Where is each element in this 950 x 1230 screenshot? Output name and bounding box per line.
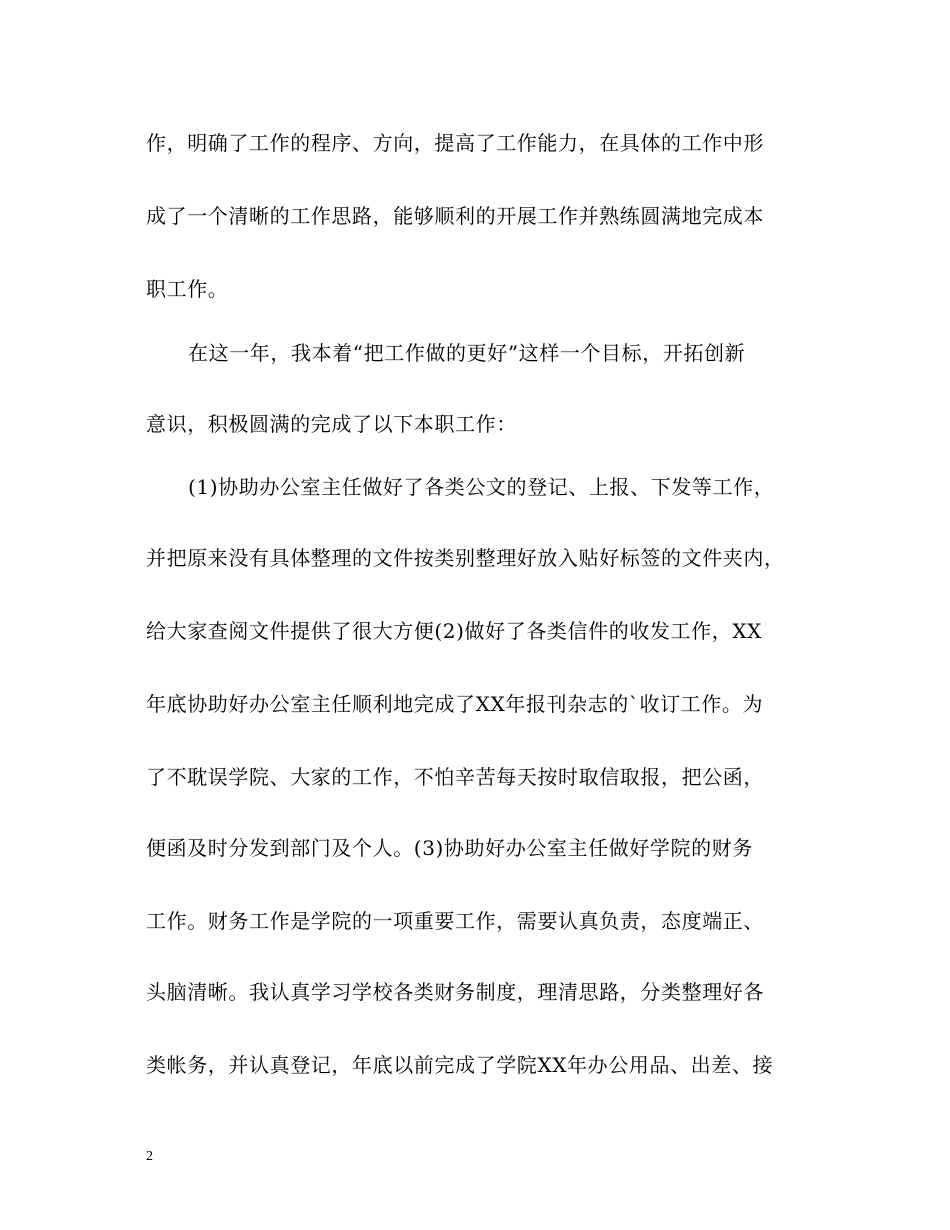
body-text-line: 作，明确了工作的程序、方向，提高了工作能力，在具体的工作中形: [146, 131, 764, 155]
body-text-line: 工作。财务工作是学院的一项重要工作，需要认真负责，态度端正、: [146, 909, 764, 933]
body-text-line: 了不耽误学院、大家的工作，不怕辛苦每天按时取信取报，把公函，: [146, 765, 764, 789]
body-text-line: 头脑清晰。我认真学习学校各类财务制度，理清思路，分类整理好各: [146, 980, 764, 1004]
paragraph-first-line: 在这一年，我本着“把工作做的更好”这样一个目标，开拓创新: [188, 341, 746, 365]
body-text-line: 年底协助好办公室主任顺利地完成了XX年报刊杂志的`收订工作。为: [146, 692, 764, 716]
body-text-line: 并把原来没有具体整理的文件按类别整理好放入贴好标签的文件夹内，: [146, 546, 785, 570]
body-text-line: 类帐务，并认真登记，年底以前完成了学院XX年办公用品、出差、接: [146, 1053, 774, 1077]
page-number: 2: [146, 1149, 153, 1164]
body-text-line: 给大家查阅文件提供了很大方便(2)做好了各类信件的收发工作，XX: [146, 619, 763, 643]
body-text-line: 职工作。: [146, 277, 229, 301]
body-text-line: 意识，积极圆满的完成了以下本职工作：: [146, 412, 517, 436]
paragraph-first-line: (1)协助办公室主任做好了各类公文的登记、上报、下发等工作，: [188, 475, 775, 499]
body-text-line: 便函及时分发到部门及个人。(3)协助好办公室主任做好学院的财务: [146, 836, 753, 860]
body-text-line: 成了一个清晰的工作思路，能够顺利的开展工作并熟练圆满地完成本: [146, 204, 764, 228]
